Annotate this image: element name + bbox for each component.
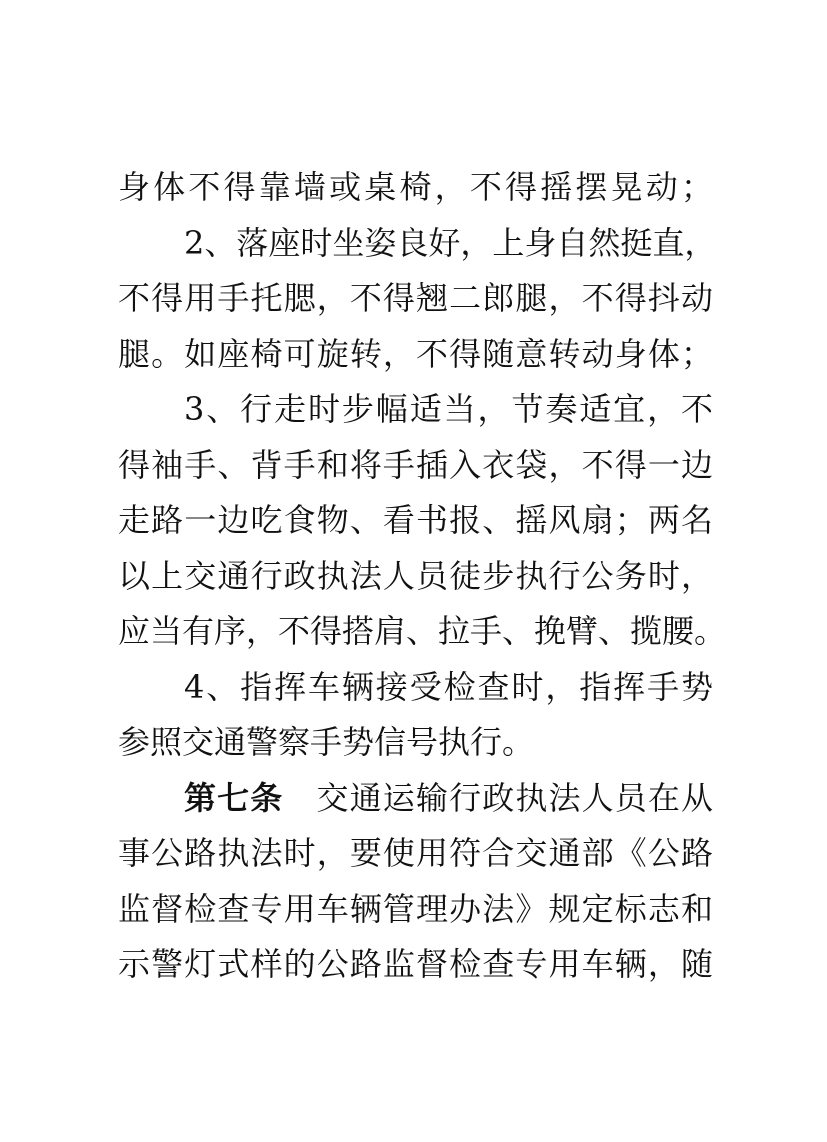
text-line-10: 4、指挥车辆接受检查时，指挥手势 (184, 667, 713, 706)
text-line-4: 腿。如座椅可旋转，不得随意转动身体； (118, 334, 713, 373)
text-line-13: 事公路执法时，要使用符合交通部《公路 (118, 834, 713, 872)
document-body (118, 160, 727, 993)
article-label: 第七条 (184, 778, 284, 817)
text-line-2: 2、落座时坐姿良好，上身自然挺直， (184, 223, 717, 262)
text-line-14: 监督检查专用车辆管理办法》规定标志和 (118, 889, 713, 928)
text-line-6: 得袖手、背手和将手插入衣袋，不得一边 (118, 445, 713, 484)
text-line-12 (118, 771, 713, 827)
text-line-15: 示警灯式样的公路监督检查专用车辆，随 (118, 945, 713, 983)
text-line-5: 3、行走时步幅适当，节奏适宜，不 (184, 390, 713, 428)
text-line-9: 应当有序，不得搭肩、拉手、挽臂、揽腰。 (118, 612, 727, 650)
article-text: 交通运输行政执法人员在从 (315, 778, 713, 817)
text-line-11: 参照交通警察手势信号执行。 (118, 723, 535, 761)
text-line-8: 以上交通行政执法人员徒步执行公务时， (118, 556, 713, 595)
text-line-3: 不得用手托腮，不得翘二郎腿，不得抖动 (118, 279, 713, 317)
text-line-7: 走路一边吃食物、看书报、摇风扇；两名 (118, 501, 713, 539)
text-line-1: 身体不得靠墙或桌椅，不得摇摆晃动； (118, 168, 713, 206)
